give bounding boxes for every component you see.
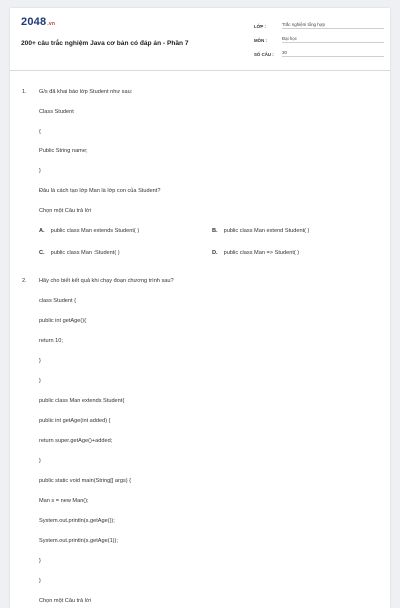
meta-value: Đại học	[282, 36, 384, 43]
answer-instruction: Chọn một Câu trả lời	[39, 598, 91, 604]
meta-value: 30	[282, 50, 384, 57]
code-line: }	[39, 378, 41, 384]
code-line: }	[39, 168, 41, 174]
document-header	[10, 8, 390, 71]
option-letter: D.	[212, 250, 218, 256]
option-text: public class Man extends Student( )	[50, 228, 140, 234]
question-number: 2.	[22, 278, 27, 284]
code-line: }	[39, 458, 41, 464]
meta-label: LỚP :	[254, 24, 266, 29]
meta-value: Trắc nghiệm tổng hợp	[282, 22, 384, 29]
question-text: G/s đã khai báo lớp Student như sau:	[39, 89, 133, 95]
site-logo[interactable]	[21, 16, 55, 28]
answer-option-a[interactable]	[39, 228, 139, 234]
code-line: }	[39, 578, 41, 584]
logo-text: 2048	[21, 16, 47, 28]
code-line: {	[39, 129, 41, 135]
question-text: Hãy cho biết kết quả khi chạy đoạn chương trình sau?	[39, 278, 174, 284]
document-title: 200+ câu trắc nghiệm Java cơ bản có đáp án - Phần 7	[21, 40, 189, 47]
code-line: Man s = new Man();	[39, 498, 89, 504]
document-page	[10, 8, 390, 608]
answer-option-d[interactable]	[212, 250, 299, 256]
code-line: }	[39, 558, 41, 564]
question-prompt: Đâu là cách tạo lớp Man là lớp con của Student?	[39, 188, 161, 194]
option-text: public class Man :Student( )	[50, 250, 120, 256]
code-line: public int getAge(int added) {	[39, 418, 111, 424]
answer-instruction: Chọn một Câu trả lời	[39, 208, 91, 214]
meta-row-class	[254, 17, 384, 29]
answer-option-c[interactable]	[39, 250, 120, 256]
option-letter: B.	[212, 228, 218, 234]
meta-row-count	[254, 45, 384, 57]
code-line: Public String name;	[39, 148, 88, 154]
code-line: public class Man extends Student{	[39, 398, 125, 404]
meta-label: SỐ CÂU :	[254, 52, 274, 57]
meta-row-subject	[254, 31, 384, 43]
code-line: return 10;	[39, 338, 63, 344]
code-line: class Student {	[39, 298, 77, 304]
code-line: return super.getAge()+added;	[39, 438, 113, 444]
option-text: public class Man extend Student( )	[223, 228, 310, 234]
option-text: public class Man => Student( )	[223, 250, 300, 256]
code-line: Class Student	[39, 109, 74, 115]
code-line: System.out.println(s.getAge());	[39, 518, 115, 524]
meta-label: MÔN :	[254, 38, 267, 43]
answer-option-b[interactable]	[212, 228, 309, 234]
logo-suffix: .vn	[47, 21, 56, 27]
question-number: 1.	[22, 89, 27, 95]
code-line: }	[39, 358, 41, 364]
option-letter: A.	[39, 228, 45, 234]
option-letter: C.	[39, 250, 45, 256]
document-meta	[254, 17, 384, 59]
code-line: public static void main(String[] args) {	[39, 478, 132, 484]
code-line: public int getAge(){	[39, 318, 86, 324]
code-line: System.out.println(s.getAge(1));	[39, 538, 118, 544]
